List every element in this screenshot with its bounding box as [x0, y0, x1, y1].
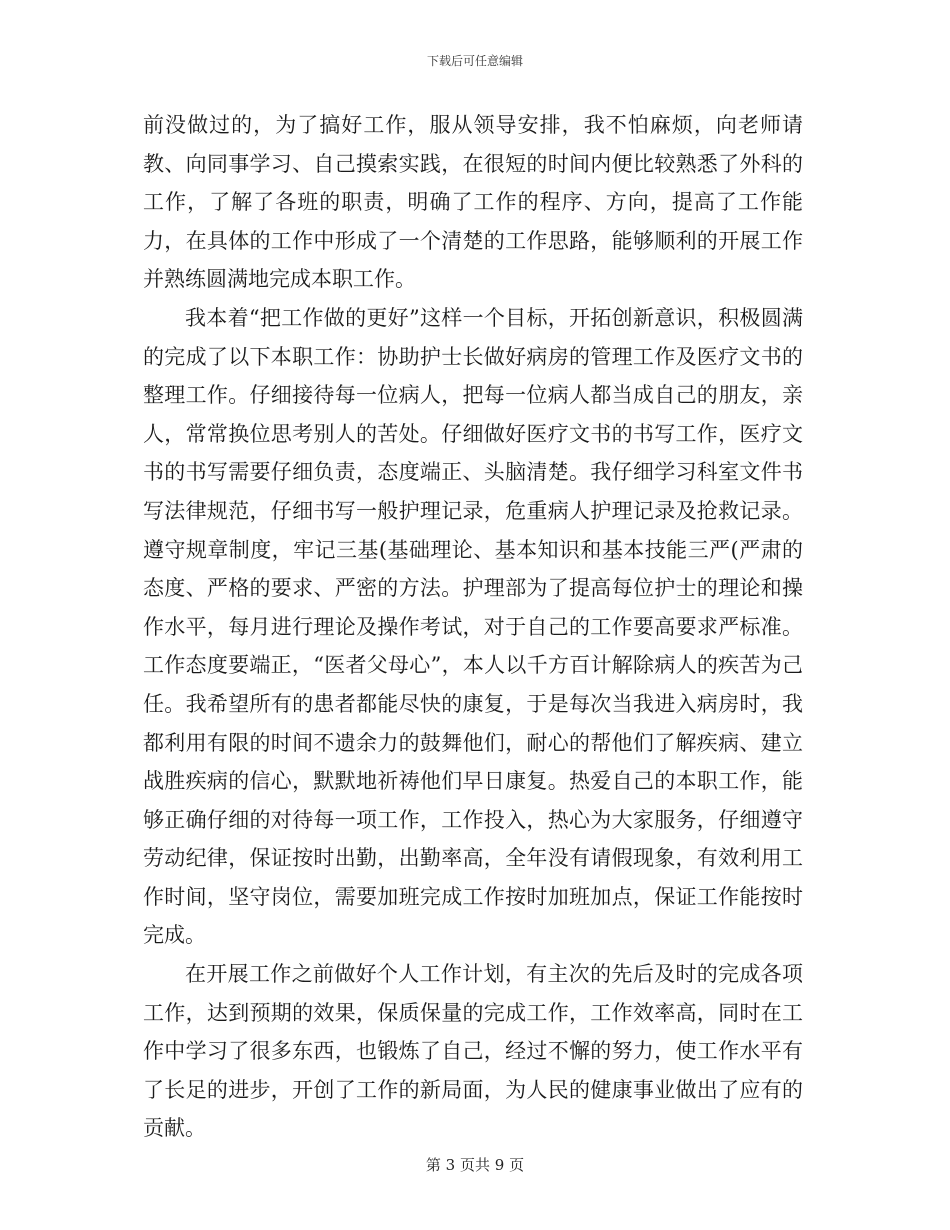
- document-body: [143, 106, 803, 1148]
- page-header-note: 下载后可任意编辑: [426, 54, 523, 68]
- paragraph-duties: 我本着“把工作做的更好”这样一个目标，开拓创新意识，积极圆满的完成了以下本职工作：协助护士长做好病房的管理工作及医疗文书的整理工作。仔细接待每一位病人，把每一位病人都当成自己的朋友，亲人，常常换位思考别人的苦处。仔细做好医疗文书的书写工作，医疗文书的书写需要仔细负责，态度端正、头脑清楚。我仔细学习科室文件书写法律规范，仔细书写一般护理记录，危重病人护理记录及抢救记录。遵守规章制度，牢记三基(基础理论、基本知识和基本技能三严(严肃的态度、严格的要求、严密的方法。护理部为了提高每位护士的理论和操作水平，每月进行理论及操作考试，对于自己的工作要高要求严标准。工作态度要端正，“医者父母心”，本人以千方百计解除病人的疾苦为己任。我希望所有的患者都能尽快的康复，于是每次当我进入病房时，我都利用有限的时间不遗余力的鼓舞他们，耐心的帮他们了解疾病、建立战胜疾病的信心，默默地祈祷他们早日康复。热爱自己的本职工作，能够正确仔细的对待每一项工作，工作投入，热心为大家服务，仔细遵守劳动纪律，保证按时出勤，出勤率高，全年没有请假现象，有效利用工作时间，坚守岗位，需要加班完成工作按时加班加点，保证工作能按时完成。: [143, 305, 803, 948]
- paragraph-planning: 在开展工作之前做好个人工作计划，有主次的先后及时的完成各项工作，达到预期的效果，保质保量的完成工作，工作效率高，同时在工作中学习了很多东西，也锻炼了自己，经过不懈的努力，使工作水平有了长足的进步，开创了工作的新局面，为人民的健康事业做出了应有的贡献。: [143, 962, 803, 1141]
- paragraph-continued: 前没做过的，为了搞好工作，服从领导安排，我不怕麻烦，向老师请教、向同事学习、自己摸索实践，在很短的时间内便比较熟悉了外科的工作，了解了各班的职责，明确了工作的程序、方向，提高了工作能力，在具体的工作中形成了一个清楚的工作思路，能够顺利的开展工作并熟练圆满地完成本职工作。: [143, 113, 803, 292]
- page-number: 第 3 页共 9 页: [425, 1156, 525, 1174]
